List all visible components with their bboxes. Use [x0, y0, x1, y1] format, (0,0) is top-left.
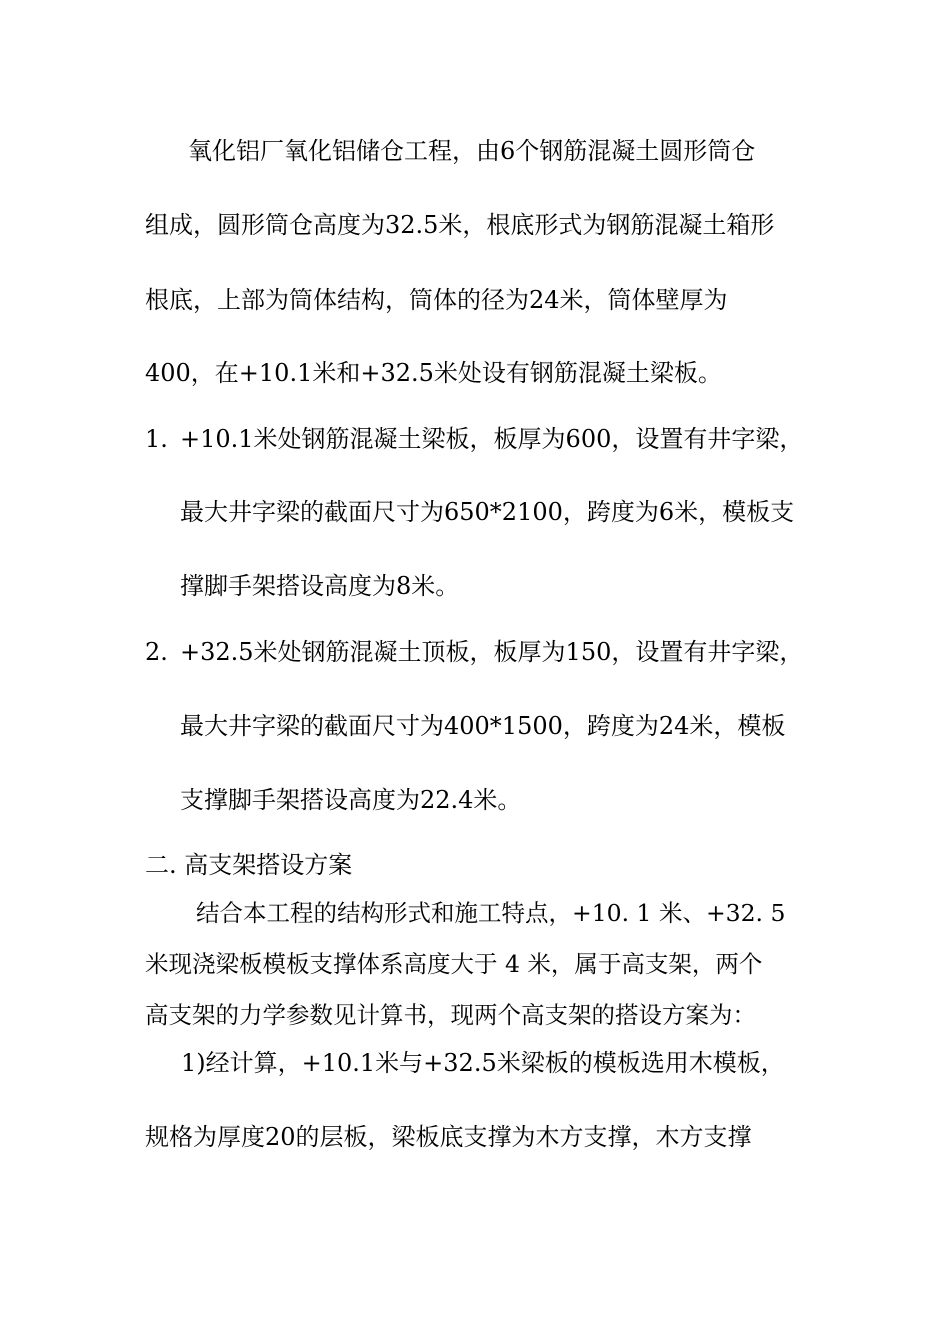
list-item-1-line-3: 撑脚手架搭设高度为8米。: [180, 572, 460, 600]
paragraph-3-line-1: 1)经计算，+10.1米与+32.5米梁板的模板选用木模板，: [181, 1049, 785, 1077]
list-item-2-line-1: +32.5米处钢筋混凝土顶板，板厚为150，设置有井字梁，: [180, 638, 804, 666]
paragraph-1-line-1: 氧化铝厂氧化铝储仓工程，由6个钢筋混凝土圆形筒仓: [188, 137, 756, 165]
paragraph-2-line-2: 米现浇梁板模板支撑体系高度大于 4 米，属于高支架，两个: [145, 950, 763, 978]
list-item-2-line-2: 最大井字梁的截面尺寸为400*1500，跨度为24米，模板: [180, 712, 786, 740]
section-heading: 二. 高支架搭设方案: [145, 851, 353, 879]
list-item-1-line-1: +10.1米处钢筋混凝土梁板，板厚为600，设置有井字梁，: [180, 425, 804, 453]
list-item-2-line-3: 支撑脚手架搭设高度为22.4米。: [180, 786, 522, 814]
paragraph-2-line-3: 高支架的力学参数见计算书，现两个高支架的搭设方案为：: [145, 1001, 756, 1029]
list-item-1-number: 1.: [145, 425, 168, 453]
list-item-1-line-2: 最大井字梁的截面尺寸为650*2100，跨度为6米，模板支: [180, 498, 795, 526]
paragraph-1-line-4: 400，在+10.1米和+32.5米处设有钢筋混凝土梁板。: [145, 359, 722, 387]
paragraph-1-line-3: 根底，上部为筒体结构，筒体的径为24米，筒体壁厚为: [145, 286, 728, 314]
paragraph-2-line-1: 结合本工程的结构形式和施工特点，+10. 1 米、+32. 5: [196, 899, 786, 927]
list-item-2-number: 2.: [145, 638, 168, 666]
paragraph-3-line-2: 规格为厚度20的层板，梁板底支撑为木方支撑，木方支撑: [145, 1123, 752, 1151]
paragraph-1-line-2: 组成，圆形筒仓高度为32.5米，根底形式为钢筋混凝土箱形: [145, 211, 775, 239]
